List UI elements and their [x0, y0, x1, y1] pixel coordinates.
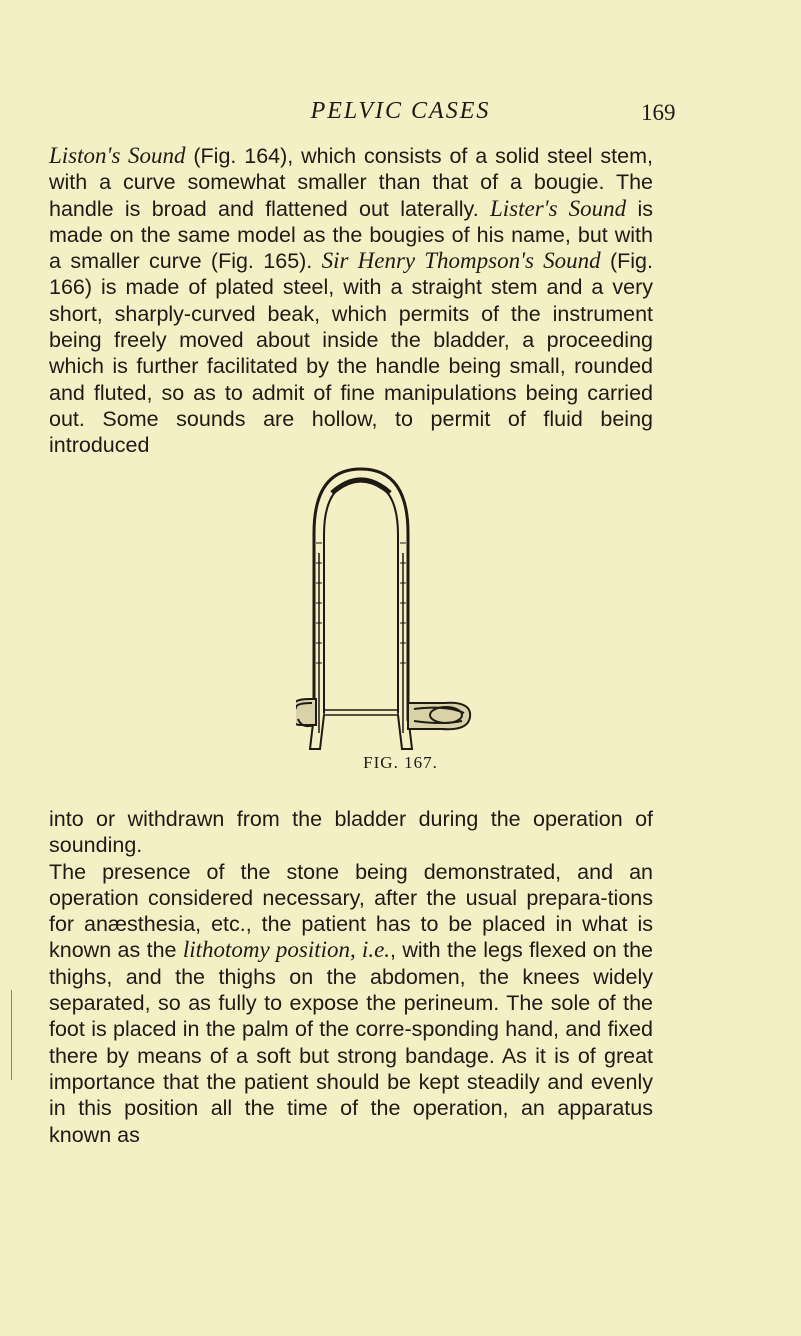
lithotomy-crutch-illustration [296, 463, 522, 753]
lister-sound-term: Lister's Sound [490, 195, 627, 221]
crutch-crossbar [324, 710, 398, 715]
paragraph-text: , with the legs flexed on the thighs, and the thighs on the abdomen, the knees widely separated, so as fully to expose the perineum. The sole of the foot is placed in the palm of the corre-sponding hand, and fixed there by means of a soft but strong bandage. As it is of great importance that the patient should be kept steadily and evenly in this position all the time of the operation, an apparatus known as [49, 938, 653, 1147]
figure-caption: FIG. 167. [363, 753, 438, 772]
paragraph-sounds [49, 143, 653, 459]
paragraph-text: (Fig. 166) is made of plated steel, with a straight stem and a very short, sharply-curved beak, which permits of the instrument being freely moved about inside the bladder, a proceeding which is further facilitated by the handle being small, rounded and fluted, so as to admit of fine manipulations being carried out. Some sounds are hollow, to permit of fluid being introduced [49, 249, 653, 458]
running-title: PELVIC CASES [310, 98, 491, 124]
paragraph-text: is made on the same model as the bougies of his name, but with a smaller curve (Fig. 165). [49, 196, 653, 274]
right-foot-rest [408, 703, 470, 729]
running-head [0, 98, 801, 128]
lithotomy-position-term: lithotomy position, i.e. [182, 937, 391, 963]
paragraph-continuation [49, 806, 653, 1148]
liston-sound-term: Liston's Sound [49, 143, 186, 168]
paragraph-text: into or withdrawn from the bladder during the operation of sounding. [49, 807, 653, 858]
crutch-hoop-inner [324, 481, 398, 713]
paragraph-text: (Fig. 164), which consists of a solid steel stem, with a curve somewhat smaller than that of a bougie. The handle is broad and flattened out laterally. [49, 144, 653, 221]
left-foot-rest [296, 699, 316, 726]
margin-mark [11, 990, 12, 1080]
thompson-sound-term: Sir Henry Thompson's Sound [321, 248, 601, 274]
page-number: 169 [641, 100, 676, 125]
paragraph-text: The presence of the stone being demonstrated, and an operation considered necessary, after the usual prepara-tions for anæsthesia, etc., the patient has to be placed in what is known as the [49, 859, 653, 963]
